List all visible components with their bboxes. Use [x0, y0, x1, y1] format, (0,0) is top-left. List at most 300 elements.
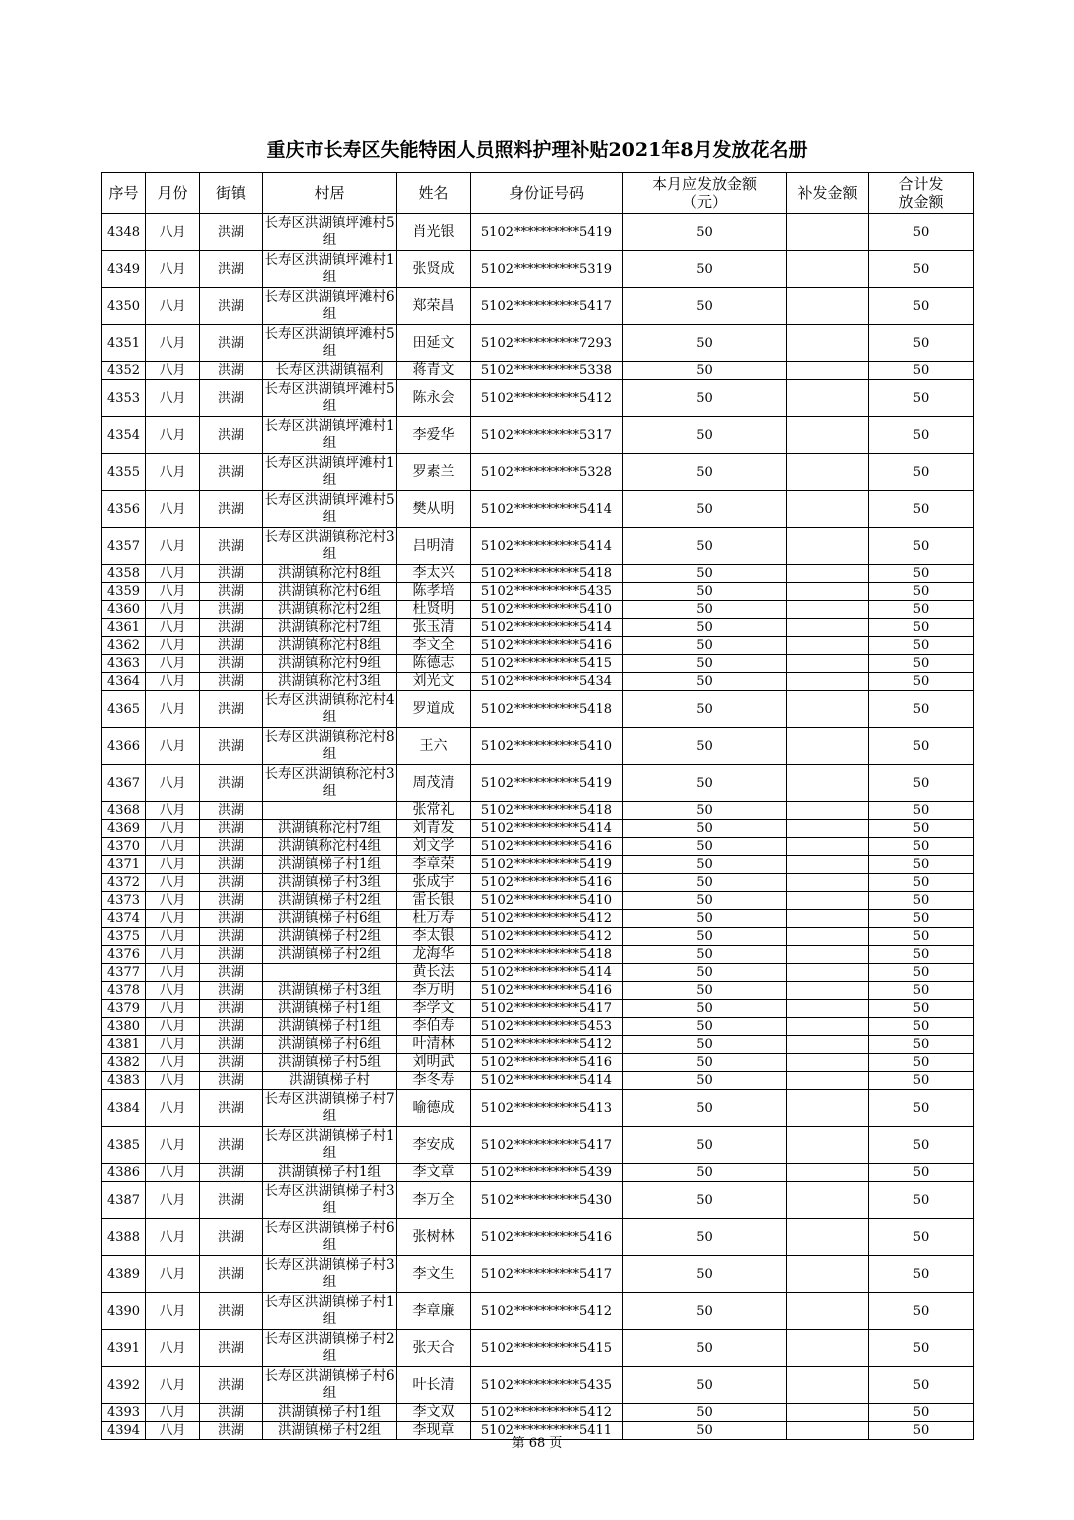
id-number-cell: 5102**********5410: [471, 892, 623, 910]
roster-table: [101, 172, 974, 1440]
seq-cell: 4379: [102, 1000, 146, 1018]
table-row: [102, 583, 974, 601]
village-cell: 长寿区洪湖镇梯子村7组: [263, 1090, 397, 1127]
total-amount-cell: 50: [869, 1127, 974, 1164]
supplement-amount-cell: [787, 874, 869, 892]
header-name: 姓名: [397, 173, 471, 214]
seq-cell: 4351: [102, 325, 146, 362]
total-amount-cell: 50: [869, 910, 974, 928]
id-number-cell: 5102**********5416: [471, 982, 623, 1000]
village-cell: 洪湖镇称沱村4组: [263, 838, 397, 856]
town-cell: 洪湖: [200, 1330, 263, 1367]
month-cell: 八月: [146, 1367, 200, 1404]
due-amount-cell: 50: [623, 874, 787, 892]
village-cell: 长寿区洪湖镇坪滩村6组: [263, 288, 397, 325]
month-cell: 八月: [146, 288, 200, 325]
month-cell: 八月: [146, 838, 200, 856]
village-cell: 洪湖镇称沱村7组: [263, 820, 397, 838]
due-amount-cell: 50: [623, 362, 787, 380]
month-cell: 八月: [146, 251, 200, 288]
table-row: [102, 1000, 974, 1018]
name-cell: 叶清林: [397, 1036, 471, 1054]
village-cell: 长寿区洪湖镇坪滩村1组: [263, 251, 397, 288]
seq-cell: 4369: [102, 820, 146, 838]
due-amount-cell: 50: [623, 655, 787, 673]
due-amount-cell: 50: [623, 601, 787, 619]
seq-cell: 4388: [102, 1219, 146, 1256]
total-amount-cell: 50: [869, 1090, 974, 1127]
seq-cell: 4370: [102, 838, 146, 856]
due-amount-cell: 50: [623, 1000, 787, 1018]
table-row: [102, 1182, 974, 1219]
supplement-amount-cell: [787, 928, 869, 946]
month-cell: 八月: [146, 765, 200, 802]
seq-cell: 4391: [102, 1330, 146, 1367]
village-cell: 洪湖镇梯子村2组: [263, 946, 397, 964]
month-cell: 八月: [146, 1072, 200, 1090]
total-amount-cell: 50: [869, 454, 974, 491]
village-cell: 洪湖镇梯子村2组: [263, 892, 397, 910]
month-cell: 八月: [146, 1330, 200, 1367]
id-number-cell: 5102**********5416: [471, 1054, 623, 1072]
total-amount-cell: 50: [869, 838, 974, 856]
village-cell: 长寿区洪湖镇坪滩村5组: [263, 491, 397, 528]
month-cell: 八月: [146, 619, 200, 637]
village-cell: 长寿区洪湖镇坪滩村5组: [263, 325, 397, 362]
supplement-amount-cell: [787, 728, 869, 765]
total-amount-cell: 50: [869, 673, 974, 691]
supplement-amount-cell: [787, 1072, 869, 1090]
village-cell: 洪湖镇梯子村6组: [263, 910, 397, 928]
month-cell: 八月: [146, 892, 200, 910]
id-number-cell: 5102**********5419: [471, 765, 623, 802]
header-seq: 序号: [102, 173, 146, 214]
supplement-amount-cell: [787, 380, 869, 417]
village-cell: 长寿区洪湖镇梯子村6组: [263, 1367, 397, 1404]
due-amount-cell: 50: [623, 1036, 787, 1054]
total-amount-cell: 50: [869, 1036, 974, 1054]
village-cell: [263, 964, 397, 982]
total-amount-cell: 50: [869, 1330, 974, 1367]
id-number-cell: 5102**********7293: [471, 325, 623, 362]
total-amount-cell: 50: [869, 214, 974, 251]
seq-cell: 4366: [102, 728, 146, 765]
total-amount-cell: 50: [869, 691, 974, 728]
page-number: 第 68 页: [511, 1436, 563, 1451]
id-number-cell: 5102**********5414: [471, 1072, 623, 1090]
table-row: [102, 528, 974, 565]
supplement-amount-cell: [787, 982, 869, 1000]
name-cell: 李伯寿: [397, 1018, 471, 1036]
header-supplement-amount: 补发金额: [787, 173, 869, 214]
name-cell: 李万全: [397, 1182, 471, 1219]
due-amount-cell: 50: [623, 214, 787, 251]
total-amount-cell: 50: [869, 1054, 974, 1072]
table-row: [102, 1219, 974, 1256]
town-cell: 洪湖: [200, 1127, 263, 1164]
seq-cell: 4385: [102, 1127, 146, 1164]
seq-cell: 4394: [102, 1422, 146, 1440]
town-cell: 洪湖: [200, 1164, 263, 1182]
village-cell: 洪湖镇梯子村6组: [263, 1036, 397, 1054]
month-cell: 八月: [146, 380, 200, 417]
seq-cell: 4350: [102, 288, 146, 325]
due-amount-cell: 50: [623, 1072, 787, 1090]
town-cell: 洪湖: [200, 1054, 263, 1072]
month-cell: 八月: [146, 454, 200, 491]
due-amount-cell: 50: [623, 838, 787, 856]
name-cell: 郑荣昌: [397, 288, 471, 325]
town-cell: 洪湖: [200, 856, 263, 874]
total-amount-cell: 50: [869, 1404, 974, 1422]
month-cell: 八月: [146, 1182, 200, 1219]
total-amount-cell: 50: [869, 637, 974, 655]
supplement-amount-cell: [787, 325, 869, 362]
seq-cell: 4389: [102, 1256, 146, 1293]
id-number-cell: 5102**********5411: [471, 1422, 623, 1440]
village-cell: 洪湖镇梯子村3组: [263, 874, 397, 892]
table-row: [102, 1367, 974, 1404]
seq-cell: 4377: [102, 964, 146, 982]
month-cell: 八月: [146, 583, 200, 601]
id-number-cell: 5102**********5417: [471, 288, 623, 325]
town-cell: 洪湖: [200, 325, 263, 362]
month-cell: 八月: [146, 928, 200, 946]
village-cell: 洪湖镇梯子村1组: [263, 856, 397, 874]
supplement-amount-cell: [787, 1256, 869, 1293]
name-cell: 李太银: [397, 928, 471, 946]
due-amount-cell: 50: [623, 1219, 787, 1256]
town-cell: 洪湖: [200, 251, 263, 288]
total-amount-cell: 50: [869, 1219, 974, 1256]
total-amount-cell: 50: [869, 1182, 974, 1219]
village-cell: 长寿区洪湖镇称沱村3组: [263, 528, 397, 565]
supplement-amount-cell: [787, 454, 869, 491]
supplement-amount-cell: [787, 655, 869, 673]
name-cell: 黄长法: [397, 964, 471, 982]
table-row: [102, 491, 974, 528]
village-cell: 洪湖镇称沱村7组: [263, 619, 397, 637]
table-row: [102, 619, 974, 637]
supplement-amount-cell: [787, 288, 869, 325]
town-cell: 洪湖: [200, 1404, 263, 1422]
due-amount-cell: 50: [623, 528, 787, 565]
name-cell: 陈孝培: [397, 583, 471, 601]
seq-cell: 4373: [102, 892, 146, 910]
id-number-cell: 5102**********5418: [471, 802, 623, 820]
total-amount-cell: 50: [869, 964, 974, 982]
seq-cell: 4356: [102, 491, 146, 528]
due-amount-cell: 50: [623, 1182, 787, 1219]
town-cell: 洪湖: [200, 1256, 263, 1293]
name-cell: 罗道成: [397, 691, 471, 728]
town-cell: 洪湖: [200, 619, 263, 637]
name-cell: 张玉清: [397, 619, 471, 637]
supplement-amount-cell: [787, 1018, 869, 1036]
name-cell: 陈永会: [397, 380, 471, 417]
village-cell: 洪湖镇梯子村1组: [263, 1164, 397, 1182]
due-amount-cell: 50: [623, 982, 787, 1000]
town-cell: 洪湖: [200, 1182, 263, 1219]
month-cell: 八月: [146, 1054, 200, 1072]
month-cell: 八月: [146, 820, 200, 838]
name-cell: 张常礼: [397, 802, 471, 820]
due-amount-cell: 50: [623, 964, 787, 982]
total-amount-cell: 50: [869, 583, 974, 601]
village-cell: 长寿区洪湖镇福利: [263, 362, 397, 380]
town-cell: 洪湖: [200, 380, 263, 417]
town-cell: 洪湖: [200, 288, 263, 325]
village-cell: 长寿区洪湖镇称沱村8组: [263, 728, 397, 765]
village-cell: 长寿区洪湖镇梯子村1组: [263, 1127, 397, 1164]
supplement-amount-cell: [787, 946, 869, 964]
supplement-amount-cell: [787, 1330, 869, 1367]
town-cell: 洪湖: [200, 454, 263, 491]
town-cell: 洪湖: [200, 1367, 263, 1404]
seq-cell: 4364: [102, 673, 146, 691]
total-amount-cell: 50: [869, 1367, 974, 1404]
supplement-amount-cell: [787, 910, 869, 928]
town-cell: 洪湖: [200, 691, 263, 728]
due-amount-cell: 50: [623, 728, 787, 765]
village-cell: 洪湖镇称沱村6组: [263, 583, 397, 601]
town-cell: 洪湖: [200, 928, 263, 946]
id-number-cell: 5102**********5412: [471, 1293, 623, 1330]
name-cell: 樊从明: [397, 491, 471, 528]
month-cell: 八月: [146, 982, 200, 1000]
id-number-cell: 5102**********5435: [471, 1367, 623, 1404]
due-amount-cell: 50: [623, 1422, 787, 1440]
table-row: [102, 454, 974, 491]
month-cell: 八月: [146, 1256, 200, 1293]
name-cell: 杜万寿: [397, 910, 471, 928]
table-row: [102, 910, 974, 928]
total-amount-cell: 50: [869, 565, 974, 583]
town-cell: 洪湖: [200, 1293, 263, 1330]
town-cell: 洪湖: [200, 802, 263, 820]
seq-cell: 4360: [102, 601, 146, 619]
supplement-amount-cell: [787, 601, 869, 619]
id-number-cell: 5102**********5418: [471, 565, 623, 583]
due-amount-cell: 50: [623, 619, 787, 637]
month-cell: 八月: [146, 691, 200, 728]
id-number-cell: 5102**********5418: [471, 691, 623, 728]
name-cell: 李学文: [397, 1000, 471, 1018]
id-number-cell: 5102**********5412: [471, 380, 623, 417]
village-cell: 长寿区洪湖镇梯子村6组: [263, 1219, 397, 1256]
due-amount-cell: 50: [623, 1330, 787, 1367]
total-amount-cell: 50: [869, 1072, 974, 1090]
id-number-cell: 5102**********5414: [471, 619, 623, 637]
roster-body: [102, 214, 974, 1440]
village-cell: 洪湖镇梯子村2组: [263, 928, 397, 946]
due-amount-cell: 50: [623, 946, 787, 964]
month-cell: 八月: [146, 1127, 200, 1164]
supplement-amount-cell: [787, 1164, 869, 1182]
town-cell: 洪湖: [200, 820, 263, 838]
supplement-amount-cell: [787, 417, 869, 454]
due-amount-cell: 50: [623, 1018, 787, 1036]
month-cell: 八月: [146, 1404, 200, 1422]
total-amount-cell: 50: [869, 856, 974, 874]
town-cell: 洪湖: [200, 528, 263, 565]
table-row: [102, 892, 974, 910]
total-amount-cell: 50: [869, 1422, 974, 1440]
month-cell: 八月: [146, 214, 200, 251]
due-amount-cell: 50: [623, 583, 787, 601]
village-cell: 洪湖镇梯子村2组: [263, 1422, 397, 1440]
id-number-cell: 5102**********5416: [471, 838, 623, 856]
table-row: [102, 1018, 974, 1036]
due-amount-cell: 50: [623, 1293, 787, 1330]
month-cell: 八月: [146, 565, 200, 583]
table-row: [102, 325, 974, 362]
total-amount-cell: 50: [869, 1018, 974, 1036]
seq-cell: 4372: [102, 874, 146, 892]
month-cell: 八月: [146, 417, 200, 454]
id-number-cell: 5102**********5417: [471, 1256, 623, 1293]
total-amount-cell: 50: [869, 982, 974, 1000]
due-amount-cell: 50: [623, 691, 787, 728]
id-number-cell: 5102**********5412: [471, 1404, 623, 1422]
seq-cell: 4348: [102, 214, 146, 251]
total-amount-cell: 50: [869, 619, 974, 637]
village-cell: 洪湖镇称沱村8组: [263, 637, 397, 655]
total-amount-cell: 50: [869, 288, 974, 325]
month-cell: 八月: [146, 910, 200, 928]
header-id: 身份证号码: [471, 173, 623, 214]
seq-cell: 4393: [102, 1404, 146, 1422]
due-amount-cell: 50: [623, 928, 787, 946]
supplement-amount-cell: [787, 673, 869, 691]
name-cell: 李文全: [397, 637, 471, 655]
village-cell: 长寿区洪湖镇称沱村4组: [263, 691, 397, 728]
supplement-amount-cell: [787, 856, 869, 874]
town-cell: 洪湖: [200, 964, 263, 982]
id-number-cell: 5102**********5412: [471, 1036, 623, 1054]
id-number-cell: 5102**********5413: [471, 1090, 623, 1127]
due-amount-cell: 50: [623, 673, 787, 691]
name-cell: 李安成: [397, 1127, 471, 1164]
id-number-cell: 5102**********5416: [471, 637, 623, 655]
supplement-amount-cell: [787, 619, 869, 637]
total-amount-cell: 50: [869, 802, 974, 820]
due-amount-cell: 50: [623, 1054, 787, 1072]
total-amount-cell: 50: [869, 528, 974, 565]
name-cell: 吕明清: [397, 528, 471, 565]
village-cell: [263, 802, 397, 820]
total-amount-cell: 50: [869, 928, 974, 946]
due-amount-cell: 50: [623, 765, 787, 802]
supplement-amount-cell: [787, 583, 869, 601]
name-cell: 李文生: [397, 1256, 471, 1293]
table-row: [102, 1293, 974, 1330]
name-cell: 刘明武: [397, 1054, 471, 1072]
header-row: [102, 173, 974, 214]
due-amount-cell: 50: [623, 1404, 787, 1422]
supplement-amount-cell: [787, 1090, 869, 1127]
seq-cell: 4353: [102, 380, 146, 417]
total-amount-cell: 50: [869, 1000, 974, 1018]
table-row: [102, 565, 974, 583]
table-row: [102, 765, 974, 802]
seq-cell: 4357: [102, 528, 146, 565]
supplement-amount-cell: [787, 1127, 869, 1164]
month-cell: 八月: [146, 491, 200, 528]
page-title: 重庆市长寿区失能特困人员照料护理补贴2021年8月发放花名册: [266, 139, 808, 161]
month-cell: 八月: [146, 946, 200, 964]
village-cell: 洪湖镇梯子村5组: [263, 1054, 397, 1072]
due-amount-cell: 50: [623, 454, 787, 491]
name-cell: 刘光文: [397, 673, 471, 691]
seq-cell: 4382: [102, 1054, 146, 1072]
table-row: [102, 251, 974, 288]
id-number-cell: 5102**********5414: [471, 820, 623, 838]
village-cell: 长寿区洪湖镇称沱村3组: [263, 765, 397, 802]
town-cell: 洪湖: [200, 1219, 263, 1256]
table-row: [102, 964, 974, 982]
seq-cell: 4361: [102, 619, 146, 637]
village-cell: 长寿区洪湖镇坪滩村5组: [263, 380, 397, 417]
table-row: [102, 838, 974, 856]
month-cell: 八月: [146, 1000, 200, 1018]
town-cell: 洪湖: [200, 565, 263, 583]
due-amount-cell: 50: [623, 251, 787, 288]
id-number-cell: 5102**********5338: [471, 362, 623, 380]
village-cell: 长寿区洪湖镇梯子村3组: [263, 1256, 397, 1293]
seq-cell: 4362: [102, 637, 146, 655]
id-number-cell: 5102**********5419: [471, 214, 623, 251]
due-amount-cell: 50: [623, 1164, 787, 1182]
supplement-amount-cell: [787, 892, 869, 910]
village-cell: 长寿区洪湖镇坪滩村1组: [263, 454, 397, 491]
village-cell: 长寿区洪湖镇梯子村2组: [263, 1330, 397, 1367]
seq-cell: 4367: [102, 765, 146, 802]
total-amount-cell: 50: [869, 820, 974, 838]
seq-cell: 4352: [102, 362, 146, 380]
due-amount-cell: 50: [623, 565, 787, 583]
village-cell: 长寿区洪湖镇梯子村1组: [263, 1293, 397, 1330]
table-row: [102, 380, 974, 417]
id-number-cell: 5102**********5414: [471, 491, 623, 528]
table-row: [102, 214, 974, 251]
name-cell: 叶长清: [397, 1367, 471, 1404]
table-row: [102, 1404, 974, 1422]
due-amount-cell: 50: [623, 910, 787, 928]
seq-cell: 4371: [102, 856, 146, 874]
name-cell: 蒋青文: [397, 362, 471, 380]
town-cell: 洪湖: [200, 637, 263, 655]
month-cell: 八月: [146, 655, 200, 673]
village-cell: 洪湖镇梯子村1组: [263, 1000, 397, 1018]
table-row: [102, 362, 974, 380]
seq-cell: 4384: [102, 1090, 146, 1127]
village-cell: 洪湖镇称沱村3组: [263, 673, 397, 691]
village-cell: 洪湖镇梯子村: [263, 1072, 397, 1090]
table-row: [102, 288, 974, 325]
village-cell: 长寿区洪湖镇梯子村3组: [263, 1182, 397, 1219]
name-cell: 肖光银: [397, 214, 471, 251]
due-amount-cell: 50: [623, 802, 787, 820]
town-cell: 洪湖: [200, 417, 263, 454]
seq-cell: 4378: [102, 982, 146, 1000]
header-village: 村居: [263, 173, 397, 214]
name-cell: 张天合: [397, 1330, 471, 1367]
town-cell: 洪湖: [200, 838, 263, 856]
id-number-cell: 5102**********5410: [471, 728, 623, 765]
month-cell: 八月: [146, 1090, 200, 1127]
supplement-amount-cell: [787, 214, 869, 251]
